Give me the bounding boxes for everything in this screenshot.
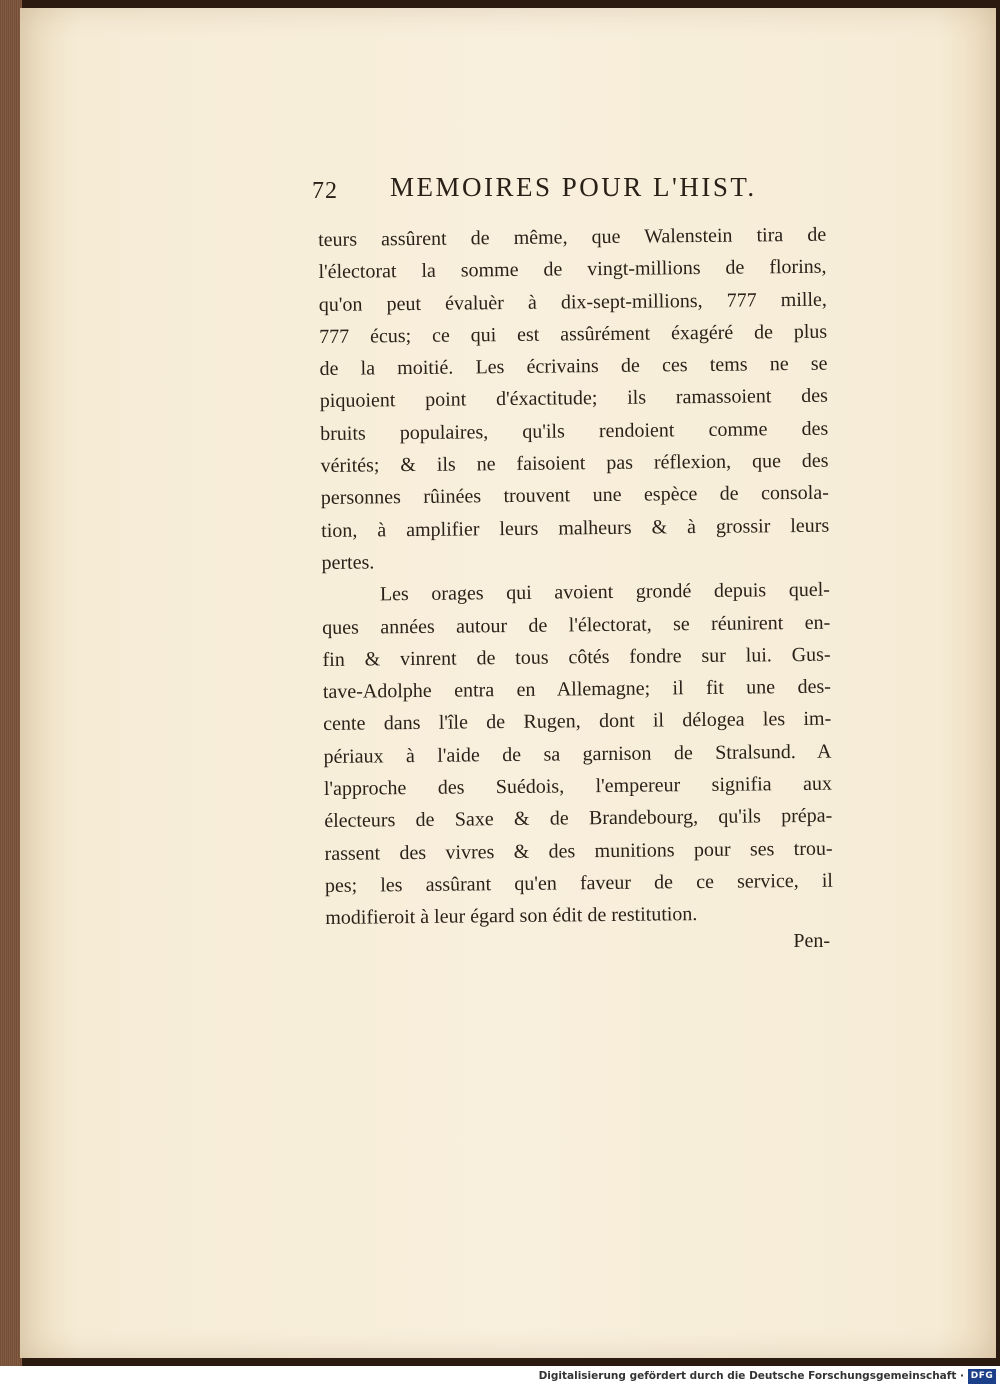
text-line: pes; les assûrant qu'en faveur de ce service, il — [324, 869, 834, 897]
text-line: l'approche des Suédois, l'empereur signifia aux — [323, 772, 833, 801]
text-line: de la moitié. Les écrivains de ces tems ne se — [319, 352, 828, 381]
text-line: teurs assûrent de même, que Walenstein tira de — [318, 223, 827, 251]
text-line: 777 écus; ce qui est assûrément éxagéré de plus — [319, 320, 828, 348]
text-line: Les orages qui avoient grondé depuis quel- — [379, 578, 830, 606]
text-line: vérités; & ils ne faisoient pas réflexion, que des — [320, 449, 829, 478]
dfg-logo-icon: DFG — [968, 1369, 996, 1384]
text-line: pertes. — [321, 551, 375, 574]
text-line: rassent des vivres & des munitions pour ses trou- — [324, 837, 833, 865]
text-line: qu'on peut évaluèr à dix-sept-millions, 777 mille, — [318, 288, 827, 316]
text-line: personnes rûinées trouvent une espèce de consola- — [320, 482, 829, 510]
text-line: piquoient point d'éxactitude; ils ramassoient des — [319, 385, 828, 413]
body-text — [318, 219, 833, 935]
page-number: 72 — [312, 178, 338, 204]
text-line: bruits populaires, qu'ils rendoient comme des — [320, 417, 829, 445]
digitization-footer — [0, 1366, 1000, 1388]
text-line: l'électorat la somme de vingt-millions de florins, — [318, 255, 827, 284]
text-line: fin & vinrent de tous côtés fondre sur lui. Gus- — [322, 643, 831, 671]
book-edge — [0, 0, 22, 1366]
text-line: tion, à amplifier leurs malheurs & à grossir leurs — [321, 514, 830, 542]
text-line: tave-Adolphe entra en Allemagne; il fit une des- — [322, 675, 831, 704]
running-head — [312, 172, 832, 212]
funding-credit: Digitalisierung gefördert durch die Deutsche Forschungsgemeinschaft · — [538, 1370, 964, 1382]
text-line: périaux à l'aide de sa garnison de Stralsund. A — [323, 740, 832, 768]
text-line: ques années autour de l'électorat, se réunirent en- — [322, 611, 831, 639]
running-head-title: MEMOIRES POUR L'HIST. — [390, 172, 757, 202]
catchword: Pen- — [793, 930, 830, 952]
text-line: modifieroit à leur égard son édit de restitution. — [325, 903, 698, 930]
text-line: électeurs de Saxe & de Brandebourg, qu'ils prépa- — [324, 804, 833, 833]
text-line: cente dans l'île de Rugen, dont il délogea les im- — [323, 708, 832, 736]
